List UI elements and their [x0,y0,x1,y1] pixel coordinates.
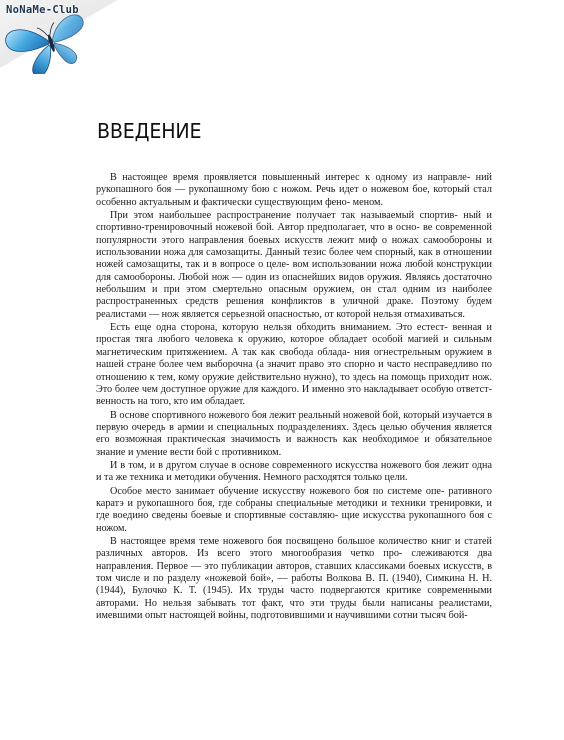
chapter-heading: ВВЕДЕНИЕ [97,119,202,143]
paragraph: Есть еще одна сторона, которую нельзя обходить вниманием. Это естест- венная и простая тяга любого человека к оружию, которое обладает особой магией и сильным магнетическим притяжением. А так как свобода облада- ния огнестрельным оружием в нашей стране более чем выборочна (а значит право это спорно и часто несправедливо по отношению к тем, кому оружие действительно нужно), то здесь на помощь приходит нож. Это более чем доступное оружие для каждого. И именно это накладывает особую ответст- венность на того, кто им обладает. [96,322,492,408]
paragraph: В настоящее время проявляется повышенный интерес к одному из направле- ний рукопашного боя — рукопашному бою с ножом. Речь идет о ножевом бое, который стал особенно актуальным и фактически существующим фено- меном. [96,172,492,208]
paragraph: В настоящее время теме ножевого боя посвящено большое количество книг и статей различных авторов. Из всего этого многообразия четко про- слеживаются два направления. Первое — это публикации авторов, ставших классиками боевых искусств, в том числе и по разделу «ножевой бой», — работы Волкова В. П. (1940), Симкина Н. Н. (1944), Булочко К. Т. (1945). Их труды часто подвергаются критике современными авторами. Но нельзя забывать тот факт, что эти труды были написаны реалистами, имевшими опыт настоящей войны, подготовившими и научившими сотни тысяч бой- [96,535,492,622]
paragraph: Особое место занимает обучение искусству ножевого боя по системе опе- ративного каратэ и рукопашного боя, где собраны специальные методики и техники тренировки, и где воедино сведены боевые и спортивные составляю- щие искусства рукопашного боя с ножом. [96,485,492,534]
watermark-logo [2,2,102,74]
paragraph: В основе спортивного ножевого боя лежит реальный ножевой бой, который изучается в первую очередь в армии и специальных подразделениях. Здесь целью обучения является его возможная практическая значимость и важность как необходимое и обязательное знание и умение вести бой с противником. [96,409,492,458]
body-text [96,172,492,623]
paragraph: И в том, и в другом случае в основе современного искусства ножевого боя лежит одна и та же техника и методики обучения. Немного расходятся только цели. [96,459,492,484]
watermark-text: NoNaMe-Club [6,4,79,16]
paragraph: При этом наибольшее распространение получает так называемый спортив- ный и спортивно-тренировочный ножевой бой. Автор предполагает, что в осно- ве современной популярности этого направления боевых искусств лежит миф о ножах самообороны и использовании ножа для самозащиты. Данный тезис более чем спорный, как в отношении ножей самозащиты, так и в вопросе о целе- вом использовании ножа любой конструкции для самообороны. Любой нож — один из опаснейших видов оружия. Являясь достаточно небольшим и при этом смертельно опасным оружием, он стал одним из наиболее распространенных средств решения конфликтов в уличной драке. Поэтому будем реалистами — нож является серьезной опасностью, от которой нельзя отмахиваться. [96,210,492,320]
